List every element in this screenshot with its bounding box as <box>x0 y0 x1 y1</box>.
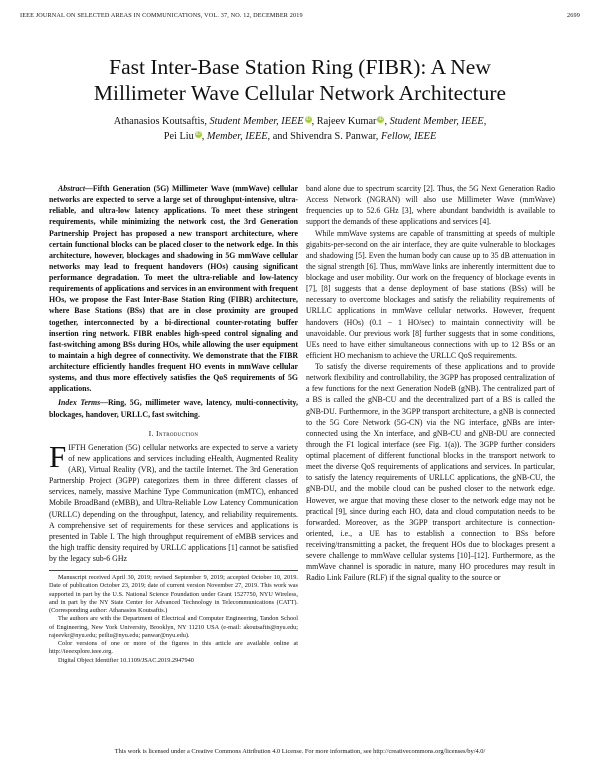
drop-cap: F <box>49 438 67 474</box>
orcid-icon[interactable]: iD <box>195 131 201 137</box>
intro-text: IFTH Generation (5G) cellular networks are expected to serve a variety of new applications and services including eHealth, Augmented Reality (AR), Virtual Reality (VR), and the tactile Internet. The 3rd Generation Partnership Project (3GPP) categorizes them in three different classes of services, namely, massive Machine Type Communication (mMTC), enhanced Mobile BroadBand (eMBB), and Ultra-Reliable Low Latency Communication (URLLC) depending on the throughput, latency, and reliability requirements. A comprehensive set of requirements for these services and applications is presented in Table I. The high throughput requirement of eMBB services and the high traffic density required by URLLC applications [1] cannot be satisfied by the legacy sub-6 GHz <box>49 442 298 563</box>
authors-line-1: Athanasios Koutsaftis, Student Member, IEEE iD, Rajeev Kumar iD, Student Member, IEEE, <box>113 116 487 127</box>
orcid-icon[interactable]: iD <box>305 116 311 122</box>
author-name: , and Shivendra S. Panwar, <box>267 131 381 142</box>
orcid-icon[interactable]: iD <box>378 116 384 122</box>
author-role: Fellow, IEEE <box>380 131 437 142</box>
footnote-color: Color versions of one or more of the figures in this article are available online at http://ieeexplore.ieee.org. <box>49 640 298 656</box>
title-line-1: Fast Inter-Base Station Ring (FIBR): A New <box>109 55 491 79</box>
author-name: Pei Liu <box>163 131 194 142</box>
index-terms-lead: Index Terms <box>58 398 101 408</box>
index-terms <box>49 397 298 419</box>
left-column <box>49 183 298 665</box>
author-name: Athanasios Koutsaftis, <box>113 116 210 127</box>
title-line-2: Millimeter Wave Cellular Network Architecture <box>93 81 507 105</box>
license-footer: This work is licensed under a Creative Commons Attribution 4.0 License. For more information, see http://creativecommons.org/licenses/by/4.0/ <box>114 748 486 755</box>
abstract-text: —Fifth Generation (5G) Millimeter Wave (mmWave) cellular networks are expected to serve a large set of throughput-intensive, ultra-reliable, and ultra-low latency applications. To meet these stringent requirements, while minimizing the network cost, the 3rd Generation Partnership Project has proposed a new transport architecture, where certain functional blocks can be placed closer to the network edge. In this architecture, however, blockages and shadowing in 5G mmWave cellular networks may lead to frequent handovers (HOs) causing significant performance degradation. To meet the ultra-reliable and low-latency requirements of applications and services in an environment with frequent HOs, we propose the Fast Inter-Base Station Ring (FIBR) architecture, where Base Stations (BSs) that are in close proximity are grouped together, interconnected by a bi-directional counter-rotating buffer insertion ring network. FIBR enables high-speed control signaling and fast-switching among BSs during HOs, while allowing the user equipment to maintain a high degree of connectivity. We demonstrate that the FIBR architecture efficiently handles frequent HO events in mmWave cellular systems, and thus more effectively satisfies the QoS requirements of 5G applications. <box>49 184 298 394</box>
journal-name: IEEE JOURNAL ON SELECTED AREAS IN COMMUNICATIONS, VOL. 37, NO. 12, DECEMBER 2019 <box>20 12 303 19</box>
paper-title <box>20 54 580 106</box>
footnotes <box>49 570 298 665</box>
index-terms-text: —Ring, 5G, millimeter wave, latency, multi-connectivity, blockages, handover, URLLC, fast switching. <box>49 398 298 419</box>
authors-line-2: Pei Liu iD, Member, IEEE, and Shivendra S. Panwar, Fellow, IEEE <box>163 131 437 142</box>
footnote-manuscript: Manuscript received April 30, 2019; revised September 9, 2019; accepted October 10, 2019. Date of publication October 23, 2019; date of current version November 27, 2019. This work was supported in part by the U.S. National Science Foundation under Grant 1527750, NYU Wireless, and in part by the NY State Center for Advanced Technology in Telecommunications (CATT). (Corresponding author: Athanasios Koutsaftis.) <box>49 574 298 615</box>
author-list <box>20 114 580 144</box>
author-role: Member, IEEE <box>206 131 268 142</box>
body-paragraph: To satisfy the diverse requirements of these applications and to provide network flexibility and controllability, the 3GPP has proposed centralization of a few functions for the next Generation NodeB (gNB). The centralized part of a BS is called the gNB-CU and the decentralized part of a BS is called the gNB-DU. Furthermore, in the 3GPP transport architecture, a gNB is connected to the 5G Core Network (5G-CN) via the NG interface, gNBs are inter-connected using the Xn interface, and gNB-CU and gNB-DU are connected through the F1 logical interface (see Fig. 1(a)). The 3GPP further considers optimal placement of different functional blocks in the transport network to meet the diverse QoS requirements of applications and services. In particular, to satisfy the latency requirements of URLLC applications, the gNB-CU, the gNB-DU, and the mobile cloud can be pushed closer to the network edge. However, we argue that moving these closer to the network edge may not be practical [9], since during each HO, data and cloud computation needs to be forwarded. Moreover, as the 3GPP transport architecture is connection-oriented, i.e., a UE has to establish a connection to BSs before receiving/transmitting a packet, the frequent HOs due to blockages present a severe challenge to mmWave cellular systems [10]–[12]. Furthermore, as the mmWave channel is sporadic in nature, many HO procedures may result in Radio Link Failure (RLF) if the signal quality to the source or <box>306 362 555 583</box>
body-paragraph: band alone due to spectrum scarcity [2]. Thus, the 5G Next Generation Radio Access Network (NGRAN) will also use Millimeter Wave (mmWave) frequencies up to 52.6 GHz [3], where abundant bandwidth is available to support the demands of these applications and services [4]. <box>306 184 555 227</box>
author-role: Student Member, IEEE <box>389 116 484 127</box>
right-column <box>306 183 555 584</box>
footnote-doi: Digital Object Identifier 10.1109/JSAC.2019.2947940 <box>58 656 194 664</box>
abstract-lead: Abstract <box>58 184 86 193</box>
intro-paragraph <box>49 438 298 564</box>
running-header <box>20 12 580 24</box>
page-number: 2699 <box>567 12 580 19</box>
author-name: , Rajeev Kumar <box>311 116 377 127</box>
author-role: Student Member, IEEE <box>209 116 304 127</box>
body-paragraph: While mmWave systems are capable of transmitting at speeds of multiple gigabits-per-second on the air interface, they are quite vulnerable to blockages and shadowing [5]. Even the human body can cause up to 35 dB attenuation in the signal strength [6]. Thus, mmWave links are inherently intermittent due to blockage and user mobility. Our work on the frequency of blockage events in [7], [8] suggests that a dense deployment of base stations (BSs) will be necessary to overcome blockages and satisfy the reliability requirements of URLLC applications in mmWave cellular networks. However, frequent handovers (HOs) (0.1 − 1 HO/sec) to maintain connectivity will be unavoidable. Our previous work [8] further suggests that in some conditions, UEs need to have either simultaneous connections with up to 12 BSs or an efficient HO mechanism to achieve the URLLC QoS requirements. <box>306 228 555 360</box>
footnote-affiliation: The authors are with the Department of Electrical and Computer Engineering, Tandon School of Engineering, New York University, Brooklyn, NY 11210 USA (e-mail: akoutsaftis@nyu.edu; rajeevkr@nyu.edu; peiliu@nyu.edu; panwar@nyu.edu). <box>49 615 298 639</box>
abstract <box>49 183 298 394</box>
section-heading: I. Introduction <box>148 428 199 438</box>
